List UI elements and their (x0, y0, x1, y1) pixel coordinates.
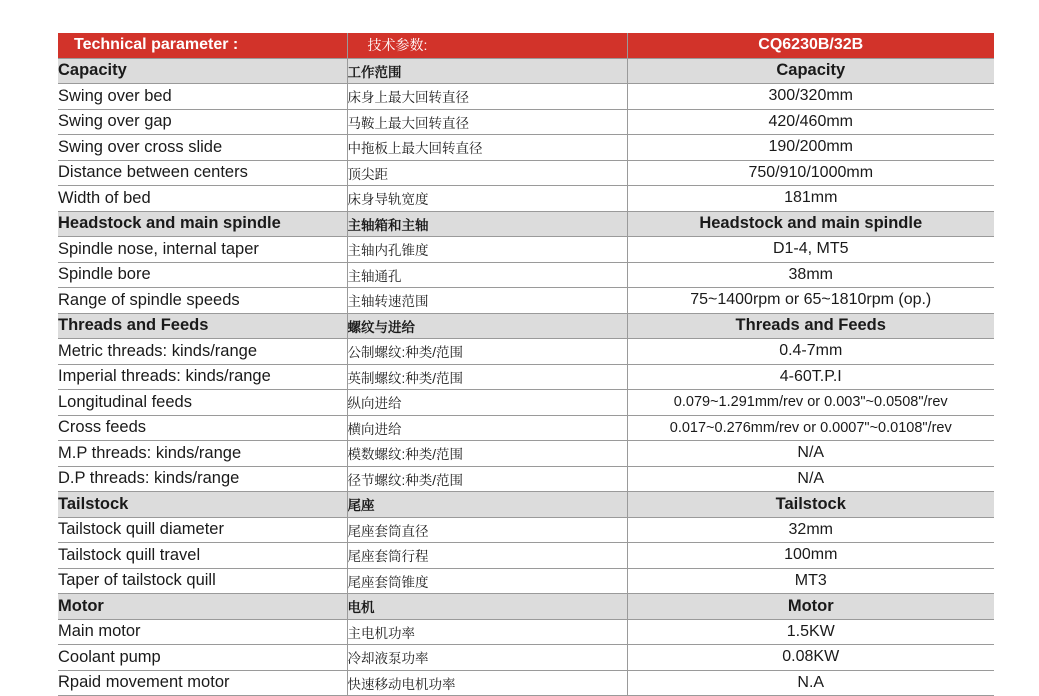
section-row (58, 313, 994, 339)
parameter-name-cn: 尾座套筒锥度 (347, 568, 627, 594)
parameter-name-en: Cross feeds (58, 415, 347, 441)
parameter-name-cn: 主电机功率 (347, 619, 627, 645)
parameter-name-cn: 横向进给 (347, 415, 627, 441)
parameter-value: 32mm (627, 517, 994, 543)
parameter-name-cn: 英制螺纹:种类/范围 (347, 364, 627, 390)
parameter-name-cn: 主轴转速范围 (347, 288, 627, 314)
parameter-value: Threads and Feeds (627, 313, 994, 339)
table-row (58, 619, 994, 645)
parameter-name-cn: 中拖板上最大回转直径 (347, 135, 627, 161)
parameter-value: 0.08KW (627, 645, 994, 671)
parameter-value: 190/200mm (627, 135, 994, 161)
parameter-name-cn: 模数螺纹:种类/范围 (347, 441, 627, 467)
parameter-name-en: Capacity (58, 58, 347, 84)
parameter-name-cn: 马鞍上最大回转直径 (347, 109, 627, 135)
parameter-name-en: Spindle nose, internal taper (58, 237, 347, 263)
parameter-value: 0.079~1.291mm/rev or 0.003"~0.0508"/rev (627, 390, 994, 416)
table-row (58, 262, 994, 288)
parameter-name-en: Imperial threads: kinds/range (58, 364, 347, 390)
table-row (58, 441, 994, 467)
table-row (58, 339, 994, 365)
section-row (58, 594, 994, 620)
parameter-name-en: Main motor (58, 619, 347, 645)
parameter-value: N/A (627, 466, 994, 492)
spec-table (58, 33, 994, 696)
table-row (58, 568, 994, 594)
parameter-value: Motor (627, 594, 994, 620)
parameter-name-cn: 工作范围 (347, 58, 627, 84)
parameter-name-en: Swing over bed (58, 84, 347, 110)
parameter-name-en: Rpaid movement motor (58, 670, 347, 696)
parameter-name-cn: 公制螺纹:种类/范围 (347, 339, 627, 365)
parameter-value: 100mm (627, 543, 994, 569)
parameter-value: 75~1400rpm or 65~1810rpm (op.) (627, 288, 994, 314)
parameter-value: N.A (627, 670, 994, 696)
parameter-name-cn: 主轴内孔锥度 (347, 237, 627, 263)
section-row (58, 211, 994, 237)
parameter-name-en: Swing over cross slide (58, 135, 347, 161)
parameter-name-cn: 螺纹与进给 (347, 313, 627, 339)
parameter-name-en: Motor (58, 594, 347, 620)
parameter-value: 1.5KW (627, 619, 994, 645)
parameter-name-en: Headstock and main spindle (58, 211, 347, 237)
parameter-name-cn: 纵向进给 (347, 390, 627, 416)
parameter-name-cn: 冷却液泵功率 (347, 645, 627, 671)
spec-table-body (58, 58, 994, 696)
parameter-name-en: Metric threads: kinds/range (58, 339, 347, 365)
parameter-name-en: M.P threads: kinds/range (58, 441, 347, 467)
parameter-value: 181mm (627, 186, 994, 212)
parameter-name-en: Distance between centers (58, 160, 347, 186)
parameter-name-en: Tailstock quill travel (58, 543, 347, 569)
parameter-name-cn: 主轴箱和主轴 (347, 211, 627, 237)
section-row (58, 492, 994, 518)
parameter-value: 0.017~0.276mm/rev or 0.0007"~0.0108"/rev (627, 415, 994, 441)
header-chinese-parameter: 技术参数: (347, 33, 627, 58)
parameter-name-cn: 尾座套筒行程 (347, 543, 627, 569)
parameter-name-en: Threads and Feeds (58, 313, 347, 339)
parameter-name-cn: 快速移动电机功率 (347, 670, 627, 696)
header-row (58, 33, 994, 58)
parameter-value: Tailstock (627, 492, 994, 518)
parameter-name-en: Taper of tailstock quill (58, 568, 347, 594)
parameter-value: MT3 (627, 568, 994, 594)
parameter-name-cn: 径节螺纹:种类/范围 (347, 466, 627, 492)
parameter-value: 4-60T.P.I (627, 364, 994, 390)
table-row (58, 670, 994, 696)
parameter-value: N/A (627, 441, 994, 467)
parameter-name-en: D.P threads: kinds/range (58, 466, 347, 492)
header-technical-parameter: Technical parameter : (58, 33, 347, 58)
parameter-name-en: Tailstock (58, 492, 347, 518)
parameter-name-cn: 尾座 (347, 492, 627, 518)
parameter-value: 420/460mm (627, 109, 994, 135)
parameter-name-cn: 主轴通孔 (347, 262, 627, 288)
parameter-value: 300/320mm (627, 84, 994, 110)
parameter-value: 38mm (627, 262, 994, 288)
parameter-name-en: Tailstock quill diameter (58, 517, 347, 543)
parameter-name-cn: 电机 (347, 594, 627, 620)
section-row (58, 58, 994, 84)
table-row (58, 415, 994, 441)
parameter-name-en: Range of spindle speeds (58, 288, 347, 314)
table-row (58, 390, 994, 416)
table-row (58, 84, 994, 110)
table-row (58, 645, 994, 671)
parameter-value: 0.4-7mm (627, 339, 994, 365)
table-row (58, 109, 994, 135)
table-row (58, 466, 994, 492)
table-row (58, 237, 994, 263)
parameter-name-cn: 尾座套筒直径 (347, 517, 627, 543)
table-row (58, 160, 994, 186)
parameter-name-en: Coolant pump (58, 645, 347, 671)
parameter-value: 750/910/1000mm (627, 160, 994, 186)
table-row (58, 364, 994, 390)
parameter-name-cn: 床身导轨宽度 (347, 186, 627, 212)
parameter-value: Headstock and main spindle (627, 211, 994, 237)
table-row (58, 517, 994, 543)
parameter-name-cn: 床身上最大回转直径 (347, 84, 627, 110)
parameter-value: D1-4, MT5 (627, 237, 994, 263)
table-row (58, 543, 994, 569)
table-row (58, 135, 994, 161)
header-model: CQ6230B/32B (627, 33, 994, 58)
table-row (58, 186, 994, 212)
parameter-name-cn: 顶尖距 (347, 160, 627, 186)
table-row (58, 288, 994, 314)
parameter-name-en: Spindle bore (58, 262, 347, 288)
parameter-name-en: Longitudinal feeds (58, 390, 347, 416)
parameter-name-en: Swing over gap (58, 109, 347, 135)
parameter-name-en: Width of bed (58, 186, 347, 212)
parameter-value: Capacity (627, 58, 994, 84)
